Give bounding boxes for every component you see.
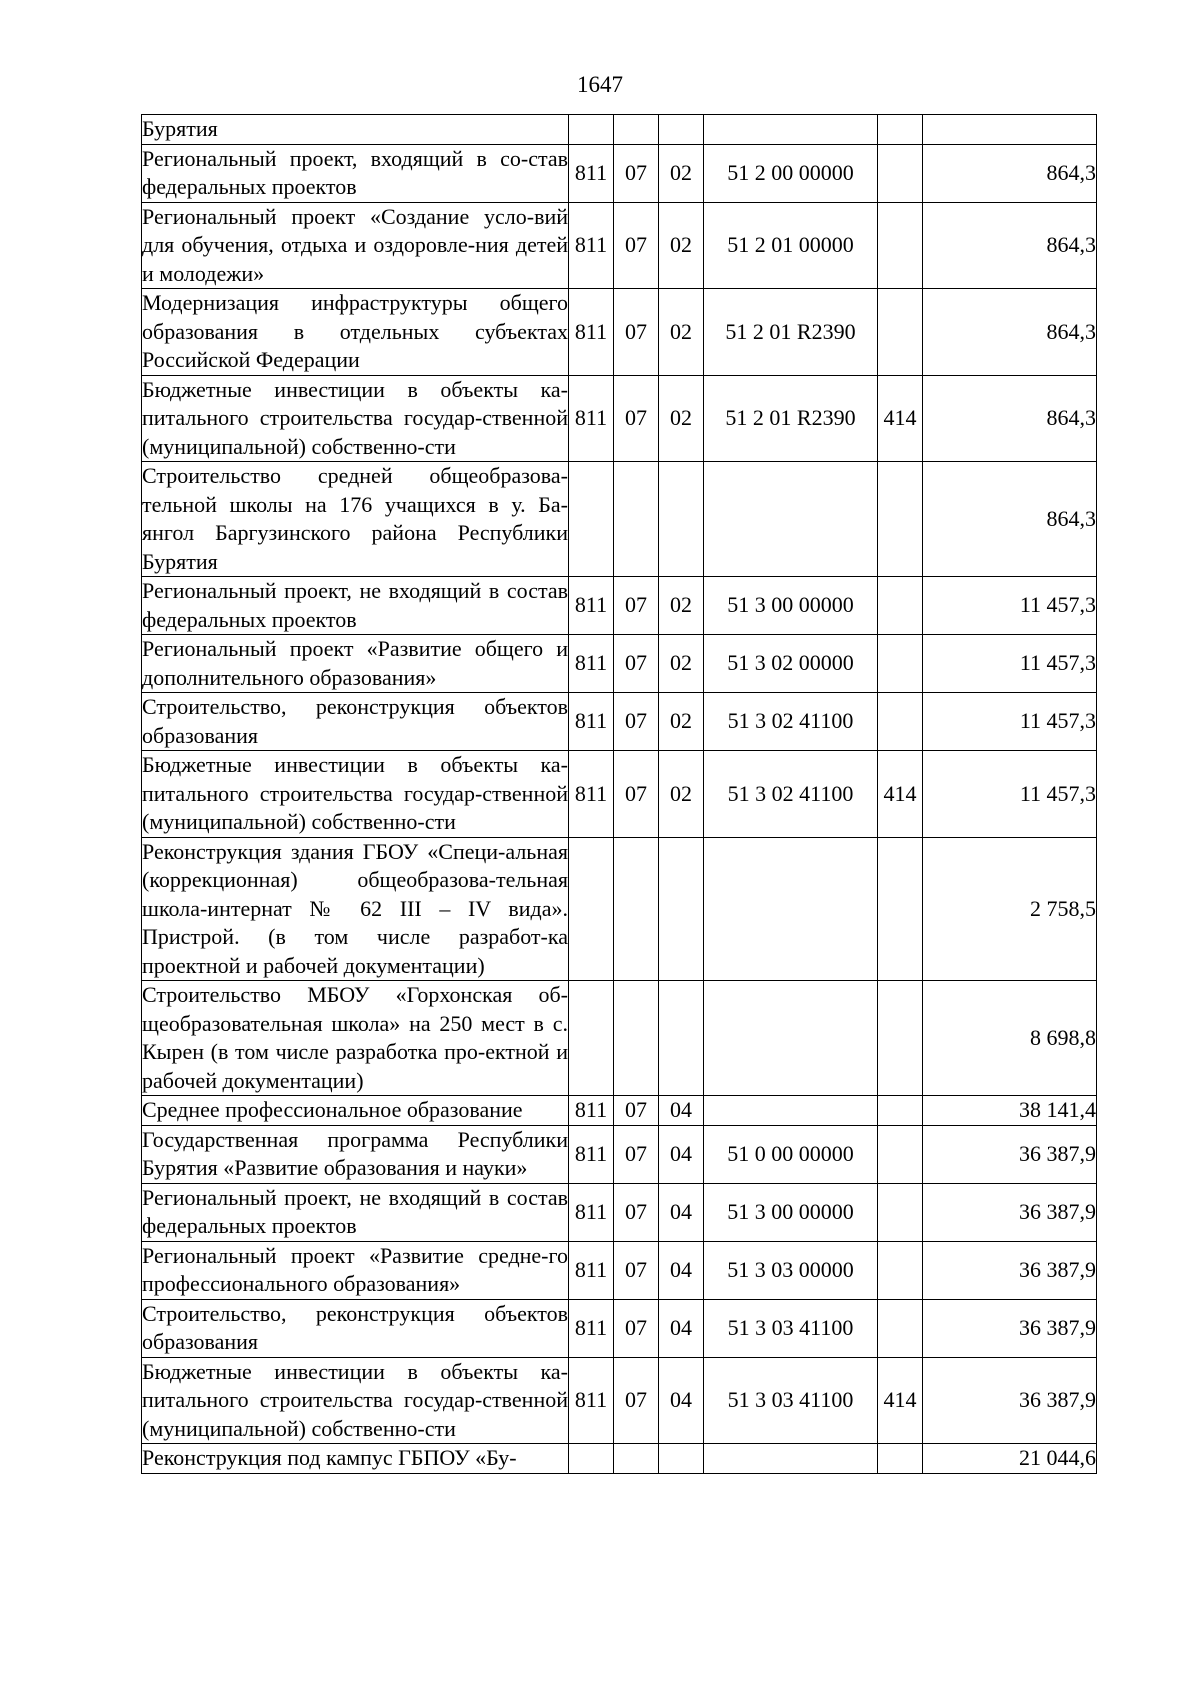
section-code-cell: 07 xyxy=(614,1357,659,1444)
subsection-code-cell xyxy=(659,981,704,1096)
row-name-cell: Государственная программа Республики Бурятия «Развитие образования и науки» xyxy=(142,1125,569,1183)
amount-cell: 21 044,6 xyxy=(923,1444,1097,1474)
target-article-cell: 51 3 02 41100 xyxy=(704,751,878,838)
table-row xyxy=(142,144,1097,202)
ministry-code-cell xyxy=(569,981,614,1096)
ministry-code-cell: 811 xyxy=(569,751,614,838)
ministry-code-cell: 811 xyxy=(569,144,614,202)
row-name-cell: Реконструкция под кампус ГБПОУ «Бу- xyxy=(142,1444,569,1474)
table-row xyxy=(142,693,1097,751)
subsection-code-cell: 02 xyxy=(659,375,704,462)
row-name-cell: Региональный проект «Развитие средне-го профессионального образования» xyxy=(142,1241,569,1299)
target-article-cell: 51 3 03 41100 xyxy=(704,1357,878,1444)
target-article-cell xyxy=(704,1444,878,1474)
section-code-cell xyxy=(614,981,659,1096)
row-name-cell: Строительство, реконструкция объектов образования xyxy=(142,693,569,751)
amount-cell: 36 387,9 xyxy=(923,1241,1097,1299)
target-article-cell: 51 3 02 00000 xyxy=(704,635,878,693)
expense-type-cell xyxy=(878,1444,923,1474)
subsection-code-cell xyxy=(659,462,704,577)
subsection-code-cell: 04 xyxy=(659,1357,704,1444)
row-name-cell: Бюджетные инвестиции в объекты ка-питального строительства государ-ственной (муниципальной) собственно-сти xyxy=(142,751,569,838)
ministry-code-cell: 811 xyxy=(569,289,614,376)
subsection-code-cell xyxy=(659,1444,704,1474)
ministry-code-cell: 811 xyxy=(569,375,614,462)
subsection-code-cell: 04 xyxy=(659,1125,704,1183)
expense-type-cell xyxy=(878,144,923,202)
table-row xyxy=(142,577,1097,635)
table-row xyxy=(142,1444,1097,1474)
expense-type-cell: 414 xyxy=(878,375,923,462)
ministry-code-cell xyxy=(569,837,614,981)
expense-type-cell xyxy=(878,1125,923,1183)
subsection-code-cell: 02 xyxy=(659,577,704,635)
row-name-cell: Региональный проект «Развитие общего и дополнительного образования» xyxy=(142,635,569,693)
table-row xyxy=(142,1357,1097,1444)
ministry-code-cell xyxy=(569,1444,614,1474)
row-name-cell: Региональный проект, не входящий в состав федеральных проектов xyxy=(142,577,569,635)
amount-cell: 36 387,9 xyxy=(923,1125,1097,1183)
ministry-code-cell: 811 xyxy=(569,202,614,289)
amount-cell: 864,3 xyxy=(923,202,1097,289)
table-row xyxy=(142,202,1097,289)
target-article-cell: 51 2 01 R2390 xyxy=(704,375,878,462)
row-name-cell: Региональный проект, не входящий в состав федеральных проектов xyxy=(142,1183,569,1241)
section-code-cell: 07 xyxy=(614,202,659,289)
row-name-cell: Региональный проект «Создание усло-вий для обучения, отдыха и оздоровле-ния детей и молодежи» xyxy=(142,202,569,289)
section-code-cell: 07 xyxy=(614,144,659,202)
expense-type-cell xyxy=(878,115,923,145)
subsection-code-cell: 04 xyxy=(659,1241,704,1299)
amount-cell: 11 457,3 xyxy=(923,577,1097,635)
expense-type-cell xyxy=(878,202,923,289)
amount-cell: 864,3 xyxy=(923,289,1097,376)
expense-type-cell xyxy=(878,635,923,693)
table-row xyxy=(142,981,1097,1096)
subsection-code-cell: 02 xyxy=(659,289,704,376)
target-article-cell: 51 2 01 R2390 xyxy=(704,289,878,376)
row-name-cell: Строительство средней общеобразова-тельной школы на 176 учащихся в у. Ба-янгол Баргузинского района Республики Бурятия xyxy=(142,462,569,577)
ministry-code-cell: 811 xyxy=(569,635,614,693)
target-article-cell xyxy=(704,837,878,981)
amount-cell xyxy=(923,115,1097,145)
table-row xyxy=(142,115,1097,145)
expense-type-cell xyxy=(878,1241,923,1299)
subsection-code-cell: 02 xyxy=(659,635,704,693)
ministry-code-cell: 811 xyxy=(569,1299,614,1357)
expense-type-cell xyxy=(878,837,923,981)
row-name-cell: Среднее профессиональное образование xyxy=(142,1096,569,1126)
expense-type-cell xyxy=(878,289,923,376)
table-row xyxy=(142,375,1097,462)
row-name-cell: Бюджетные инвестиции в объекты ка-питального строительства государ-ственной (муниципальной) собственно-сти xyxy=(142,1357,569,1444)
amount-cell: 2 758,5 xyxy=(923,837,1097,981)
target-article-cell: 51 2 01 00000 xyxy=(704,202,878,289)
section-code-cell: 07 xyxy=(614,289,659,376)
subsection-code-cell: 02 xyxy=(659,202,704,289)
table-row xyxy=(142,1125,1097,1183)
row-name-cell: Строительство МБОУ «Горхонская об-щеобразовательная школа» на 250 мест в с. Кырен (в том числе разработка про-ектной и рабочей документации) xyxy=(142,981,569,1096)
section-code-cell: 07 xyxy=(614,1096,659,1126)
target-article-cell: 51 0 00 00000 xyxy=(704,1125,878,1183)
expense-type-cell xyxy=(878,577,923,635)
subsection-code-cell: 02 xyxy=(659,144,704,202)
subsection-code-cell: 02 xyxy=(659,751,704,838)
ministry-code-cell xyxy=(569,462,614,577)
ministry-code-cell: 811 xyxy=(569,1183,614,1241)
subsection-code-cell: 04 xyxy=(659,1299,704,1357)
table-row xyxy=(142,837,1097,981)
target-article-cell xyxy=(704,115,878,145)
ministry-code-cell: 811 xyxy=(569,1096,614,1126)
table-row xyxy=(142,462,1097,577)
section-code-cell: 07 xyxy=(614,693,659,751)
expense-type-cell: 414 xyxy=(878,751,923,838)
amount-cell: 38 141,4 xyxy=(923,1096,1097,1126)
table-row xyxy=(142,1096,1097,1126)
target-article-cell: 51 3 00 00000 xyxy=(704,1183,878,1241)
ministry-code-cell: 811 xyxy=(569,693,614,751)
subsection-code-cell xyxy=(659,837,704,981)
ministry-code-cell: 811 xyxy=(569,1125,614,1183)
row-name-cell: Строительство, реконструкция объектов образования xyxy=(142,1299,569,1357)
amount-cell: 8 698,8 xyxy=(923,981,1097,1096)
subsection-code-cell: 02 xyxy=(659,693,704,751)
subsection-code-cell: 04 xyxy=(659,1183,704,1241)
section-code-cell: 07 xyxy=(614,1299,659,1357)
section-code-cell: 07 xyxy=(614,1183,659,1241)
target-article-cell: 51 3 00 00000 xyxy=(704,577,878,635)
amount-cell: 864,3 xyxy=(923,462,1097,577)
subsection-code-cell: 04 xyxy=(659,1096,704,1126)
amount-cell: 864,3 xyxy=(923,144,1097,202)
section-code-cell xyxy=(614,1444,659,1474)
section-code-cell: 07 xyxy=(614,1241,659,1299)
target-article-cell: 51 3 03 41100 xyxy=(704,1299,878,1357)
section-code-cell: 07 xyxy=(614,751,659,838)
section-code-cell: 07 xyxy=(614,577,659,635)
ministry-code-cell: 811 xyxy=(569,577,614,635)
section-code-cell: 07 xyxy=(614,1125,659,1183)
target-article-cell: 51 3 03 00000 xyxy=(704,1241,878,1299)
ministry-code-cell: 811 xyxy=(569,1357,614,1444)
table-row xyxy=(142,1299,1097,1357)
page-number: 1647 xyxy=(577,72,623,97)
row-name-cell: Реконструкция здания ГБОУ «Специ-альная (коррекционная) общеобразова-тельная школа-интернат № 62 III – IV вида». Пристрой. (в том числе разработ-ка проектной и рабочей документации) xyxy=(142,837,569,981)
ministry-code-cell: 811 xyxy=(569,1241,614,1299)
row-name-cell: Модернизация инфраструктуры общего образования в отдельных субъектах Российской Федерации xyxy=(142,289,569,376)
row-name-cell: Бурятия xyxy=(142,115,569,145)
target-article-cell xyxy=(704,1096,878,1126)
ministry-code-cell xyxy=(569,115,614,145)
section-code-cell: 07 xyxy=(614,635,659,693)
amount-cell: 11 457,3 xyxy=(923,693,1097,751)
target-article-cell: 51 2 00 00000 xyxy=(704,144,878,202)
table-row xyxy=(142,751,1097,838)
row-name-cell: Бюджетные инвестиции в объекты ка-питального строительства государ-ственной (муниципальной) собственно-сти xyxy=(142,375,569,462)
amount-cell: 36 387,9 xyxy=(923,1357,1097,1444)
expense-type-cell xyxy=(878,1183,923,1241)
target-article-cell xyxy=(704,981,878,1096)
section-code-cell xyxy=(614,115,659,145)
target-article-cell xyxy=(704,462,878,577)
expense-type-cell: 414 xyxy=(878,1357,923,1444)
row-name-cell: Региональный проект, входящий в со-став федеральных проектов xyxy=(142,144,569,202)
expense-type-cell xyxy=(878,693,923,751)
amount-cell: 11 457,3 xyxy=(923,635,1097,693)
amount-cell: 864,3 xyxy=(923,375,1097,462)
table-row xyxy=(142,289,1097,376)
amount-cell: 36 387,9 xyxy=(923,1299,1097,1357)
target-article-cell: 51 3 02 41100 xyxy=(704,693,878,751)
subsection-code-cell xyxy=(659,115,704,145)
expense-type-cell xyxy=(878,1299,923,1357)
table-row xyxy=(142,1241,1097,1299)
expense-type-cell xyxy=(878,1096,923,1126)
amount-cell: 36 387,9 xyxy=(923,1183,1097,1241)
expense-type-cell xyxy=(878,462,923,577)
section-code-cell: 07 xyxy=(614,375,659,462)
budget-table xyxy=(141,114,1097,1474)
expense-type-cell xyxy=(878,981,923,1096)
table-row xyxy=(142,1183,1097,1241)
amount-cell: 11 457,3 xyxy=(923,751,1097,838)
table-row xyxy=(142,635,1097,693)
section-code-cell xyxy=(614,462,659,577)
section-code-cell xyxy=(614,837,659,981)
